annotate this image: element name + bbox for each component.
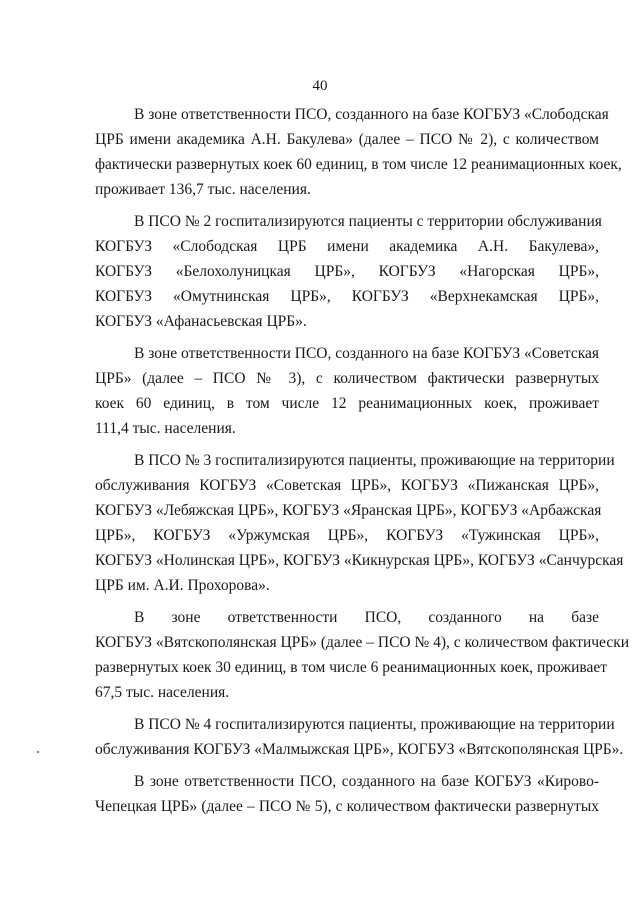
scan-speck [37,751,39,753]
text-line: обслуживания КОГБУЗ «Малмыжская ЦРБ», КОГБУЗ «Вятскополянская ЦРБ». [95,741,624,758]
text-line: КОГБУЗ «Слободская ЦРБ имени академика А.Н. Бакулева», [95,238,599,255]
text-line: обслуживания КОГБУЗ «Советская ЦРБ», КОГБУЗ «Пижанская ЦРБ», [95,477,599,494]
text-line: 67,5 тыс. населения. [95,684,230,701]
text-line: В зоне ответственности ПСО, созданного на базе КОГБУЗ «Кирово- [134,773,599,790]
text-line: В зоне ответственности ПСО, созданного на базе КОГБУЗ «Советская [134,345,600,362]
text-line: КОГБУЗ «Нолинская ЦРБ», КОГБУЗ «Кикнурская ЦРБ», КОГБУЗ «Санчурская [95,552,624,569]
document-body [95,102,630,826]
text-line: ЦРБ им. А.И. Прохорова». [95,577,270,594]
paragraph-pso-4-hospitalization [95,712,624,762]
paragraph-pso-3-zone [95,341,599,441]
paragraph-pso-2-zone [95,102,622,202]
paragraph-pso-4-zone [95,605,630,705]
text-line: ЦРБ имени академика А.Н. Бакулева» (далее – ПСО № 2), с количеством [95,131,599,148]
paragraph-pso-5-zone [95,769,599,819]
paragraph-pso-2-hospitalization [95,209,602,334]
text-line: КОГБУЗ «Омутнинская ЦРБ», КОГБУЗ «Верхнекамская ЦРБ», [95,288,599,305]
text-line: КОГБУЗ «Лебяжская ЦРБ», КОГБУЗ «Яранская ЦРБ», КОГБУЗ «Арбажская [95,502,602,519]
text-line: В зоне ответственности ПСО, созданного на базе [134,609,599,626]
text-line: В ПСО № 4 госпитализируются пациенты, проживающие на территории [134,716,615,733]
text-line: проживает 136,7 тыс. населения. [95,181,311,198]
text-line: В ПСО № 3 госпитализируются пациенты, проживающие на территории [134,452,615,469]
text-line: В ПСО № 2 госпитализируются пациенты с территории обслуживания [134,213,602,230]
text-line: Чепецкая ЦРБ» (далее – ПСО № 5), с количеством фактически развернутых [95,798,599,815]
text-line: 111,4 тыс. населения. [95,420,236,437]
text-line: ЦРБ» (далее – ПСО № 3), с количеством фактически развернутых [95,370,599,387]
text-line: ЦРБ», КОГБУЗ «Уржумская ЦРБ», КОГБУЗ «Тужинская ЦРБ», [95,527,599,544]
text-line: КОГБУЗ «Белохолуницкая ЦРБ», КОГБУЗ «Нагорская ЦРБ», [95,263,599,280]
text-line: коек 60 единиц, в том числе 12 реанимационных коек, проживает [95,395,599,412]
text-line: КОГБУЗ «Афанасьевская ЦРБ». [95,313,307,330]
paragraph-pso-3-hospitalization [95,448,624,598]
page-number: 40 [312,78,328,94]
text-line: фактически развернутых коек 60 единиц, в том числе 12 реанимационных коек, [95,156,622,173]
text-line: В зоне ответственности ПСО, созданного на базе КОГБУЗ «Слободская [134,106,609,123]
text-line: КОГБУЗ «Вятскополянская ЦРБ» (далее – ПСО № 4), с количеством фактически [95,634,630,651]
text-line: развернутых коек 30 единиц, в том числе 6 реанимационных коек, проживает [95,659,608,676]
